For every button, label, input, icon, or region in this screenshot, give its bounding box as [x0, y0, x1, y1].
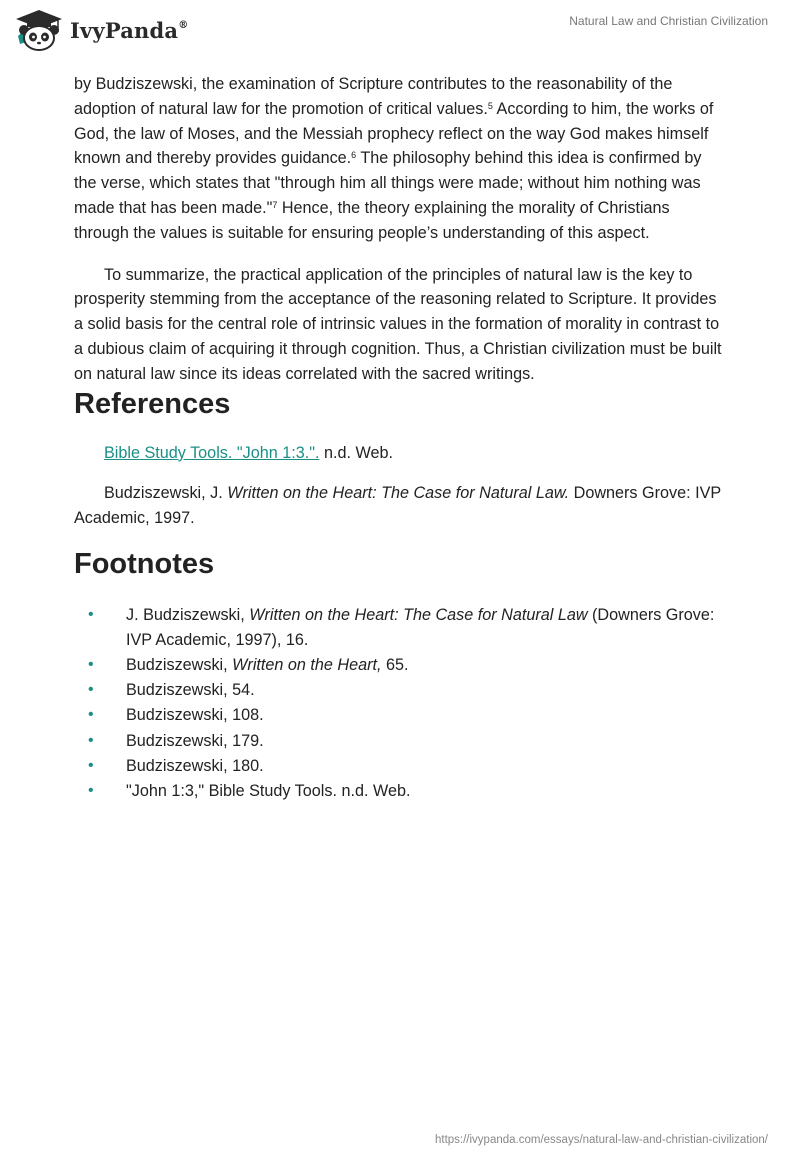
page-header [0, 0, 800, 60]
footnote-item: • Budziszewski, 54. [74, 678, 726, 703]
bullet-icon: • [88, 681, 94, 699]
paragraph: by Budziszewski, the examination of Scripture contributes to the reasonability of the adoption of natural law for the promotion of critical values.$^5$ According to him, the works of God, the law of Moses, and the Messiah prophecy reflect on the way God makes himself known and thereby provides guidance.$^6$ The philosophy behind this idea is confirmed by the verse, which states that "through him all things were made; without him nothing was made that has been made."$^7$ Hence, the theory explaining the morality of Christians through the values is suitable for ensuring people’s understanding of this aspect. [74, 75, 714, 242]
bullet-icon: • [88, 731, 94, 749]
bullet-icon: • [88, 781, 94, 799]
document-title: Natural Law and Christian Civilization [569, 14, 768, 28]
bullet-icon: • [88, 605, 94, 623]
footnotes-heading: Footnotes [74, 547, 215, 580]
brand-name: IvyPanda® [70, 17, 189, 43]
panda-graduate-icon [14, 8, 64, 52]
bullet-icon: • [88, 655, 94, 673]
footnote-item: • J. Budziszewski, Written on the Heart: The Case for Natural Law (Downers Grove: IVP Academic, 1997), 16. [74, 603, 726, 653]
footnotes-list [74, 603, 726, 804]
footnote-ref[interactable]: 6 [351, 150, 357, 161]
footnote-ref[interactable]: 7 [272, 199, 278, 210]
source-url[interactable]: https://ivypanda.com/essays/natural-law-and-christian-civilization/ [434, 1134, 768, 1146]
footnote-item: • Budziszewski, Written on the Heart, 65. [74, 653, 726, 678]
reference-item: Budziszewski, J. Written on the Heart: The Case for Natural Law. Downers Grove: IVP Academic, 1997. [74, 484, 721, 528]
bullet-icon: • [88, 706, 94, 724]
bullet-icon: • [88, 756, 94, 774]
references-heading: References [74, 387, 231, 420]
reference-link[interactable]: Bible Study Tools. "John 1:3.". [104, 443, 320, 462]
footnote-item: • "John 1:3," Bible Study Tools. n.d. Web. [74, 779, 726, 804]
reference-item: Bible Study Tools. "John 1:3.". n.d. Web. [104, 443, 393, 462]
references-list [74, 441, 726, 531]
essay-content [74, 72, 726, 804]
footnote-item: • Budziszewski, 180. [74, 754, 726, 779]
brand-logo[interactable] [14, 8, 188, 52]
footnote-item: • Budziszewski, 108. [74, 703, 726, 728]
footnote-ref[interactable]: 5 [487, 100, 493, 111]
paragraph: To summarize, the practical application of the principles of natural law is the key to prosperity stemming from the acceptance of the reasoning related to Scripture. It provides a solid basis for the central role of intrinsic values in the formation of morality in contrast to a dubious claim of acquiring it through cognition. Thus, a Christian civilization must be built on natural law since its ideas correlated with the sacred writings. [74, 265, 722, 383]
footnote-item: • Budziszewski, 179. [74, 729, 726, 754]
